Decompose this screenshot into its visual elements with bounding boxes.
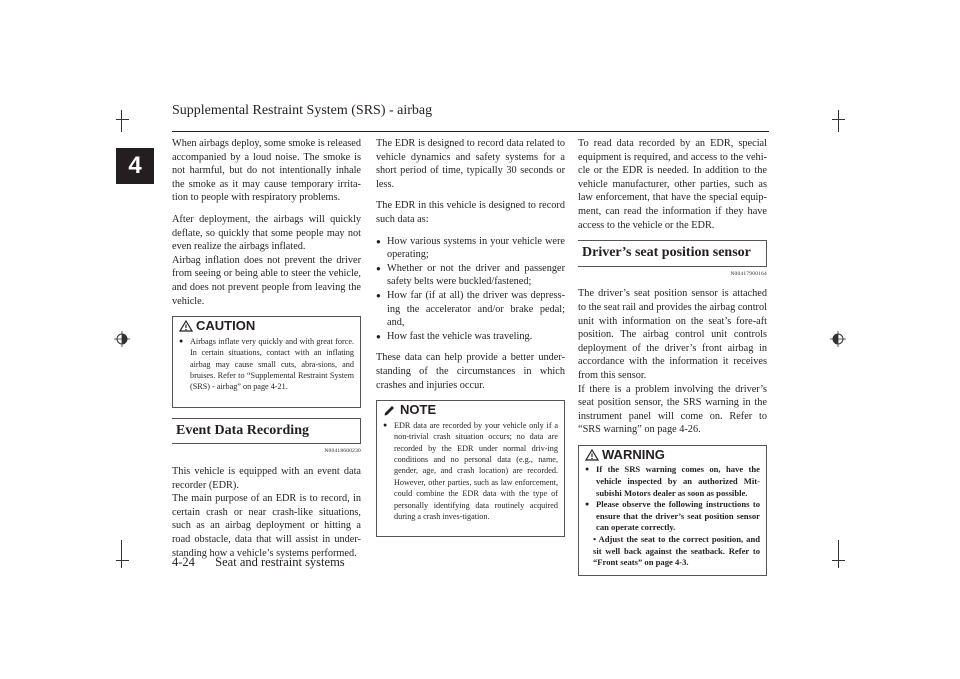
caution-label: CAUTION [196, 318, 256, 334]
note-label: NOTE [400, 402, 437, 418]
warning-triangle-icon [585, 449, 599, 461]
caution-triangle-icon [179, 320, 193, 332]
crop-mark [121, 110, 122, 132]
registration-mark-icon [830, 331, 846, 347]
caution-box [172, 316, 361, 408]
list-item: ● Please observe the following instructions to ensure that the driver’s seat position sensor can operate correctly. [585, 499, 760, 534]
crop-mark [121, 540, 122, 568]
paragraph: If there is a problem involving the driver’s seat position sensor, the SRS warning in the instrument panel will come on. Refer to “SRS warning” on page 4-26. [578, 383, 767, 436]
sub-item: • Adjust the seat to the correct position, and sit well back against the seatback. Refer to “Front seats” on page 4-3. [593, 534, 760, 568]
paragraph: These data can help provide a better under-standing of the circumstances in which crashes and injuries occur. [376, 352, 565, 391]
crop-mark [116, 560, 129, 561]
list-item: ● How far (if at all) the driver was depress-ing the accelerator and/or brake pedal; and, [376, 289, 565, 330]
list-item: ● EDR data are recorded by your vehicle only if a non-trivial crash situation occurs; no data are recorded by the EDR under normal driv-ing conditions and no personal data (e.g., name, gender, age, and crash location) are recorded. However, other parties, such as law enforcement, could combine the EDR data with the type of personally identifying data routinely acquired during a crash inves-tigation. [383, 420, 558, 523]
paragraph: The main purpose of an EDR is to record, in certain crash or near crash-like situations, such as an airbag deployment or hitting a road obstacle, data that will assist in under-standing how a vehicle’s systems performed. [172, 493, 361, 559]
page-number: 4-24 [172, 555, 195, 569]
page-footer [172, 555, 345, 570]
warning-header [585, 448, 760, 462]
column-1 [172, 137, 361, 568]
note-box [376, 400, 565, 537]
footer-section: Seat and restraint systems [215, 555, 345, 569]
list-item: ● Airbags inflate very quickly and with great force. In certain situations, contact with an inflating airbag may cause small cuts, abra-sions, and bruises. Refer to “Supplemental Restraint System (SRS) - airbag” on page 4-21. [179, 336, 354, 393]
pencil-icon [383, 404, 397, 416]
column-2 [376, 137, 565, 547]
section-heading: Event Data Recording [172, 418, 361, 445]
paragraph: To read data recorded by an EDR, special equipment is required, and access to the vehi-cle or the EDR is needed. In addition to the vehicle manufacturer, other parties, such as law enforcement, that have the special equip-ment, can read the information if they have access to the vehicle or the EDR. [578, 138, 767, 231]
list-item: ● How various systems in your vehicle were operating; [376, 235, 565, 262]
caution-header [179, 319, 354, 333]
paragraph: Airbag inflation does not prevent the driver from seeing or being able to steer the vehicle, and does not prevent people from leaving the vehicle. [172, 254, 361, 307]
section-code: N00418600230 [324, 448, 361, 455]
edr-data-list [376, 235, 565, 344]
paragraph: When airbags deploy, some smoke is released accompanied by a loud noise. The smoke is not harmful, but do not intentionally inhale the smoke as it may cause temporary irrita-tion to people with respiratory problems. [172, 138, 361, 204]
paragraph: The driver’s seat position sensor is attached to the seat rail and provides the airbag control unit with information on the seat’s fore-aft position. The airbag control unit controls deployment of the driver’s front airbag in accordance with the information it receives from this sensor. [578, 288, 767, 381]
note-body [383, 420, 558, 523]
list-item: ● Whether or not the driver and passenger safety belts were buckled/fastened; [376, 262, 565, 289]
note-header [383, 403, 558, 417]
list-item: ● How fast the vehicle was traveling. [376, 330, 565, 344]
chapter-tab: 4 [116, 148, 154, 184]
page-header-title: Supplemental Restraint System (SRS) - airbag [172, 103, 433, 118]
crop-mark [832, 560, 845, 561]
header-divider [172, 131, 769, 132]
warning-box [578, 445, 767, 576]
caution-body [179, 336, 354, 393]
paragraph: This vehicle is equipped with an event data recorder (EDR). [172, 465, 361, 491]
paragraph: After deployment, the airbags will quickly deflate, so quickly that some people may not even realize the airbags inflated. [172, 213, 361, 253]
warning-label: WARNING [602, 446, 665, 462]
section-heading: Driver’s seat position sensor [578, 240, 767, 267]
warning-body [585, 464, 760, 568]
crop-mark [832, 119, 845, 120]
paragraph: The EDR in this vehicle is designed to record such data as: [376, 200, 565, 225]
column-3 [578, 137, 767, 586]
paragraph: The EDR is designed to record data related to vehicle dynamics and safety systems for a short period of time, typically 30 seconds or less. [376, 138, 565, 190]
list-item: ● If the SRS warning comes on, have the vehicle inspected by an authorized Mit-subishi Motors dealer as soon as possible. [585, 464, 760, 499]
crop-mark [838, 110, 839, 132]
registration-mark-icon [114, 331, 130, 347]
crop-mark [116, 119, 129, 120]
crop-mark [838, 540, 839, 568]
section-code: N00417900164 [730, 270, 767, 277]
